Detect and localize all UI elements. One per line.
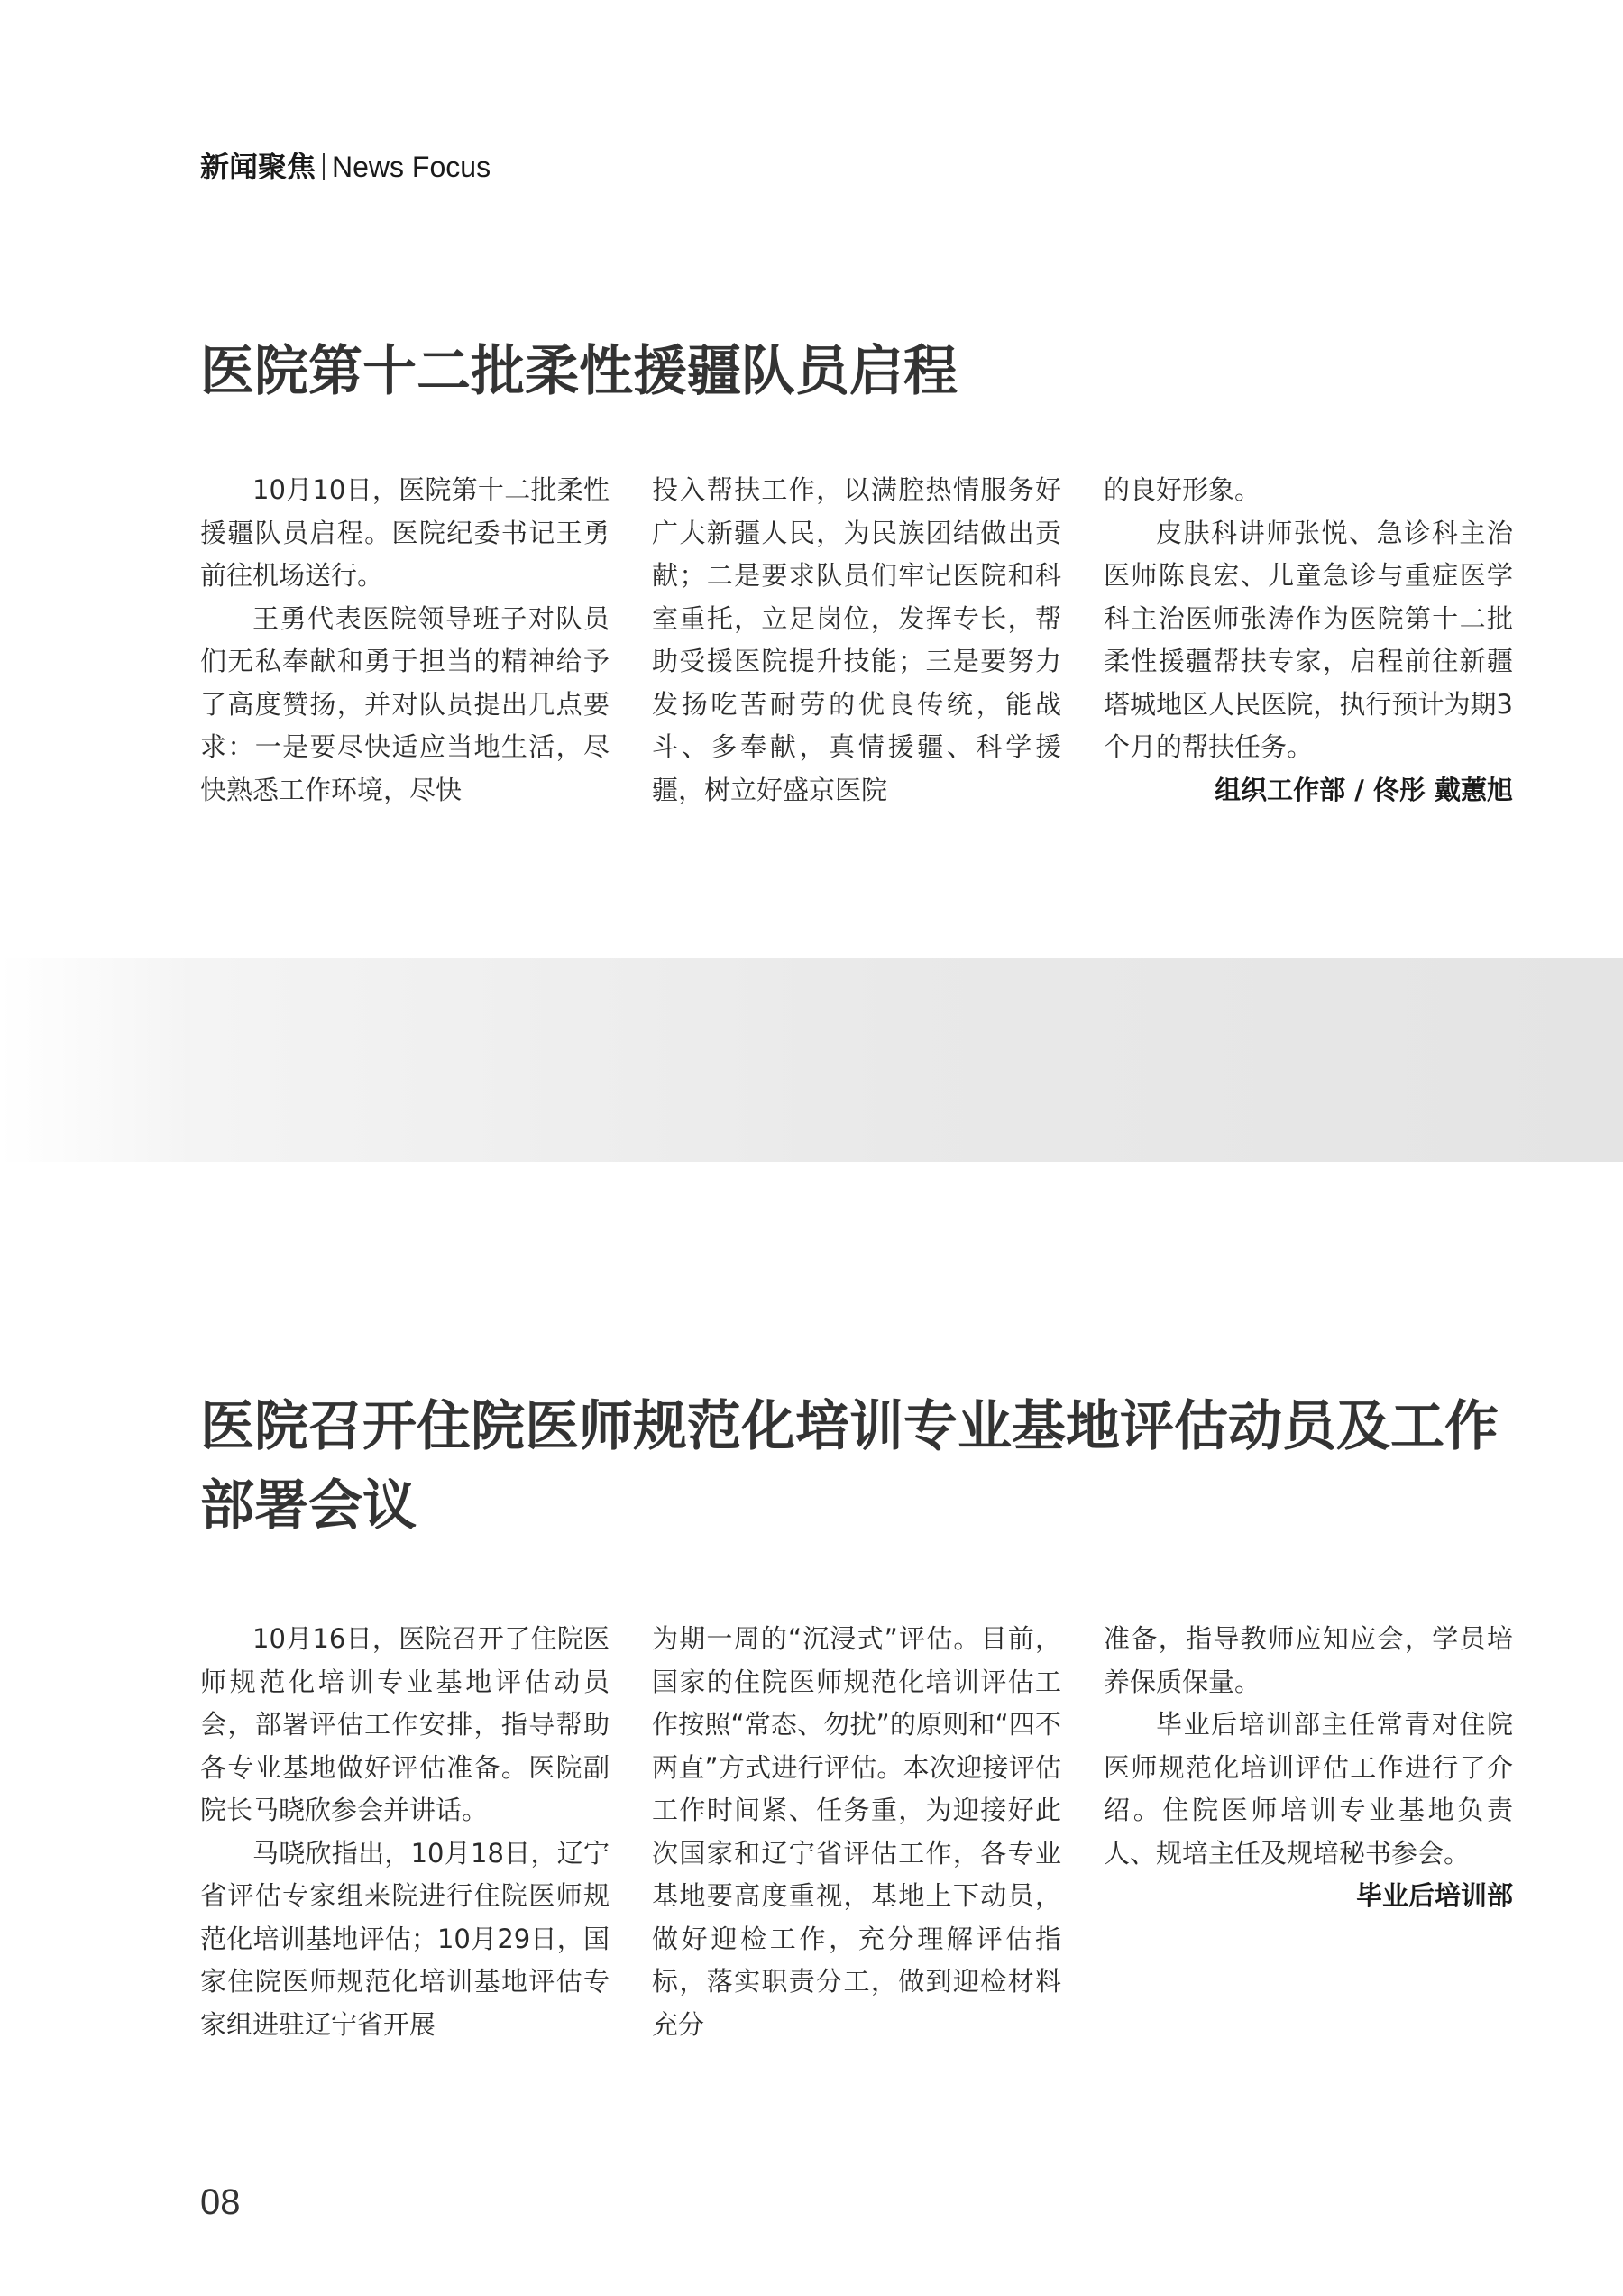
article1-paragraph: 王勇代表医院领导班子对队员们无私奉献和勇于担当的精神给予了高度赞扬，并对队员提出几点要求：一是要尽快适应当地生活，尽快熟悉工作环境，尽快 [200,602,610,805]
article1-paragraph: 皮肤科讲师张悦、急诊科主治医师陈良宏、儿童急诊与重症医学科主治医师张涛作为医院第十二批柔性援疆帮扶专家，启程前往新疆塔城地区人民医院，执行预计为期3个月的帮扶任务。 [1104,517,1513,762]
article1-column-1 [200,469,610,812]
article1-title: 医院第十二批柔性援疆队员启程 [200,340,958,403]
article1-column-3 [1104,469,1513,812]
article1-signature: 组织工作部 / 佟彤 戴蕙旭 [1215,774,1513,805]
section-title-en: News Focus [332,151,491,183]
article2-body [200,1618,1513,2046]
article2-column-3 [1104,1618,1513,2046]
article1-paragraph: 的良好形象。 [1104,474,1261,505]
article2-paragraph: 准备，指导教师应知应会，学员培养保质保量。 [1104,1623,1513,1697]
article2-paragraph: 马晓欣指出，10月18日，辽宁省评估专家组来院进行住院医师规范化培训基地评估；10月29日，国家住院医师规范化培训基地评估专家组进驻辽宁省开展 [200,1837,610,2040]
section-header [200,144,491,186]
page-number: 08 [200,2182,241,2222]
article1-paragraph: 投入帮扶工作，以满腔热情服务好广大新疆人民，为民族团结做出贡献；二是要求队员们牢记医院和科室重托，立足岗位，发挥专长，帮助受援医院提升技能；三是要努力发扬吃苦耐劳的优良传统，能战斗、多奉献，真情援疆、科学援疆，树立好盛京医院 [652,474,1061,805]
article2-column-2 [652,1618,1061,2046]
header-divider [323,153,325,180]
article2-paragraph: 为期一周的“沉浸式”评估。目前，国家的住院医师规范化培训评估工作按照“常态、勿扰”的原则和“四不两直”方式进行评估。本次迎接评估工作时间紧、任务重，为迎接好此次国家和辽宁省评估工作，各专业基地要高度重视，基地上下动员，做好迎检工作，充分理解评估指标，落实职责分工，做到迎检材料充分 [652,1623,1061,2040]
article1-paragraph: 10月10日，医院第十二批柔性援疆队员启程。医院纪委书记王勇前往机场送行。 [200,474,610,591]
article2-column-1 [200,1618,610,2046]
article1-column-2 [652,469,1061,812]
article2-title: 医院召开住院医师规范化培训专业基地评估动员及工作部署会议 [200,1395,1499,1538]
article1-body [200,469,1513,812]
article2-paragraph: 10月16日，医院召开了住院医师规范化培训专业基地评估动员会，部署评估工作安排，指导帮助各专业基地做好评估准备。医院副院长马晓欣参会并讲话。 [200,1623,610,1825]
article2-signature: 毕业后培训部 [1355,1880,1513,1911]
gray-divider-band [0,958,1623,1162]
article2-paragraph: 毕业后培训部主任常青对住院医师规范化培训评估工作进行了介绍。住院医师培训专业基地负责人、规培主任及规培秘书参会。 [1104,1709,1513,1869]
section-title-cn: 新闻聚焦 [200,150,316,184]
